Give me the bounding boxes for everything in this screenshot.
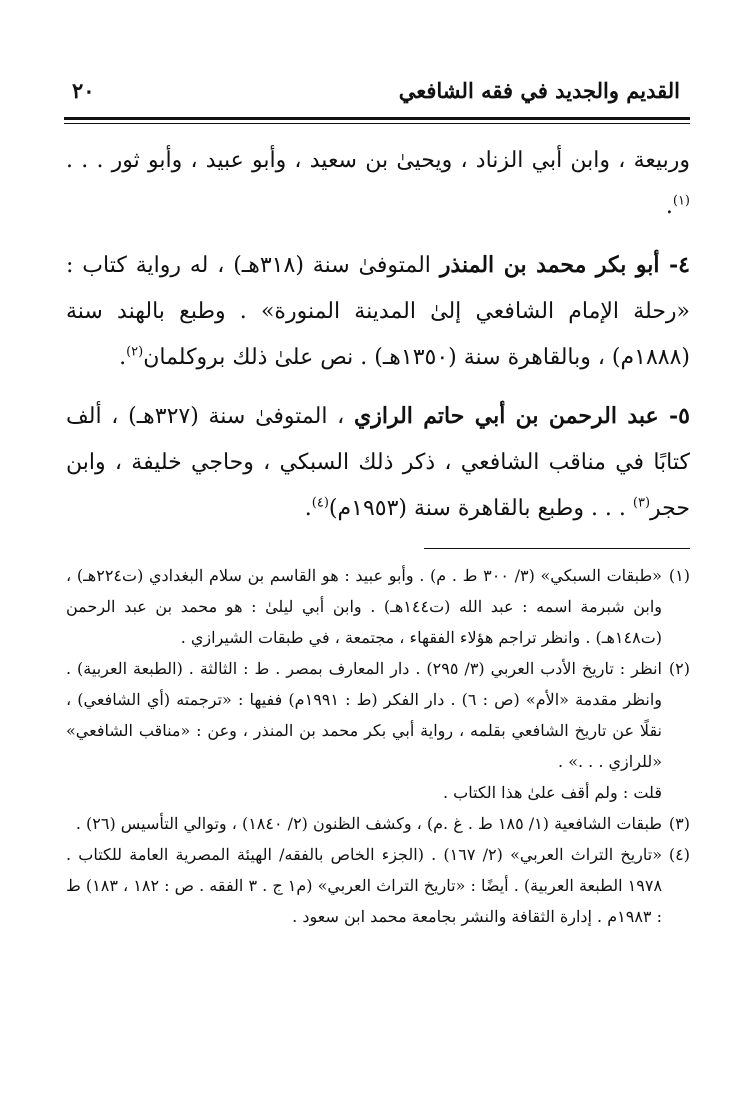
paragraph-2-end: .: [119, 345, 127, 370]
footnote-separator: [424, 548, 690, 549]
paragraph-2-number: ٤-: [659, 252, 690, 278]
running-header: [64, 72, 688, 112]
paragraph-2-text: المتوفىٰ سنة (٣١٨هـ) ، له رواية كتاب : «رحلة الإمام الشافعي إلىٰ المدينة المنورة» . وطبع بالهند سنة (١٨٨٨م) ، وبالقاهرة سنة (١٣٥٠هـ) . نص علىٰ ذلك بروكلمان: [66, 253, 690, 370]
footnote-2: [66, 653, 690, 808]
paragraph-1: [66, 138, 690, 230]
paragraph-3-text: ، المتوفىٰ سنة (٣٢٧هـ) ، ألف كتابًا في مناقب الشافعي ، ذكر ذلك السبكي ، وحاجي خليفة ، وابن حجر: [66, 404, 690, 521]
paragraph-3-middle: . . . وطبع بالقاهرة سنة (١٩٥٣م): [328, 496, 633, 521]
footnote-ref-2: (٢): [126, 344, 144, 360]
footnote-text: «طبقات السبكي» (٣/ ٣٠٠ ط . م) . وأبو عبيد : هو القاسم بن سلام البغدادي (ت٢٢٤هـ) ، وابن شبرمة اسمه : عبد الله (ت١٤٤هـ) . وابن أبي ليلىٰ : هو محمد بن عبد الرحمن (ت١٤٨هـ) . وانظر تراجم هؤلاء الفقهاء ، مجتمعة ، في طبقات الشيرازي .: [66, 566, 663, 647]
paragraph-3-end: .: [304, 496, 312, 521]
header-rule-thick: [64, 117, 690, 120]
footnote-1: [66, 560, 690, 653]
paragraph-1-text: وربيعة ، وابن أبي الزناد ، ويحيىٰ بن سعيد ، وأبو عبيد ، وأبو ثور . . .: [66, 148, 690, 173]
header-rule-thin: [64, 123, 690, 124]
footnote-number: (١): [668, 566, 690, 585]
footnote-number: (٢): [668, 659, 690, 678]
footnote-text: انظر : تاريخ الأدب العربي (٣/ ٢٩٥) . دار المعارف بمصر . ط : الثالثة . (الطبعة العربية) . وانظر مقدمة «الأم» (ص : ٦) . دار الفكر (ط : ١٩٩١م) ففيها : «ترجمته (أي الشافعي) ، نقلًا عن تاريخ الشافعي بقلمه ، رواية أبي بكر محمد بن المنذر ، وعن : «مناقب الشافعي» «للرازي . . .» .: [66, 659, 663, 771]
paragraph-2-name: أبو بكر محمد بن المنذر: [439, 252, 660, 278]
footnote-4: [66, 839, 690, 932]
paragraph-3-name: عبد الرحمن بن أبي حاتم الرازي: [354, 403, 659, 429]
footnote-number: (٣): [668, 814, 690, 833]
footnote-ref-4: (٤): [311, 495, 329, 511]
footnote-text: قلت : ولم أقف علىٰ هذا الكتاب .: [442, 783, 662, 802]
footnote-text: طبقات الشافعية (١/ ١٨٥ ط . غ .م) ، وكشف الظنون (٢/ ١٨٤٠) ، وتوالي التأسيس (٢٦) .: [75, 814, 662, 833]
footnote-text: «تاريخ التراث العربي» (٢/ ١٦٧) . (الجزء الخاص بالفقه/ الهيئة المصرية العامة للكتاب . ١٩٧٨ الطبعة العربية) . أيضًا : «تاريخ التراث العربي» (م١ ج . ٣ الفقه . ص : ١٨٢ ، ١٨٣) ط : ١٩٨٣م . إدارة الثقافة والنشر بجامعة محمد ابن سعود .: [66, 845, 663, 926]
footnote-3: [66, 808, 690, 839]
footnotes: [66, 560, 690, 932]
paragraph-3: [66, 393, 690, 532]
footnote-ref-1: (١): [672, 193, 690, 209]
main-text: [66, 138, 690, 544]
paragraph-2: [66, 242, 690, 381]
page-number: ٢٠: [72, 78, 95, 103]
running-title: القديم والجديد في فقه الشافعي: [398, 78, 680, 103]
footnote-ref-3: (٣): [632, 495, 651, 511]
paragraph-3-number: ٥-: [658, 403, 690, 429]
footnote-number: (٤): [668, 845, 690, 864]
paragraph-1-end: .: [665, 194, 673, 219]
